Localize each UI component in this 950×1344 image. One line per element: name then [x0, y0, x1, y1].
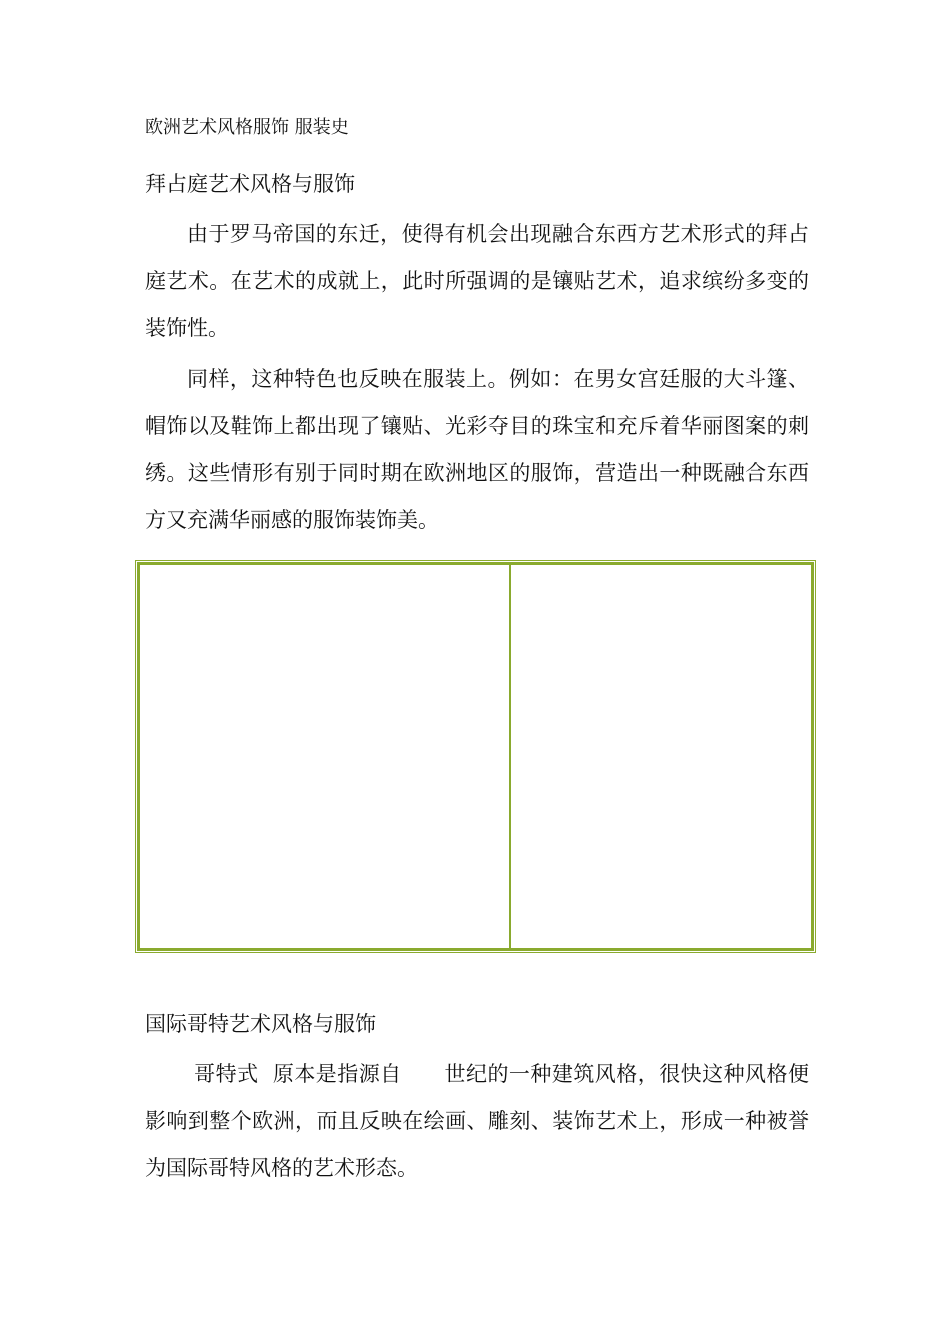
paragraph-gothic-1: 哥特式 原本是指源自 世纪的一种建筑风格，很快这种风格便影响到整个欧洲，而且反映在绘画、雕刻、装饰艺术上，形成一种被誉为国际哥特风格的艺术形态。 — [145, 1062, 809, 1180]
section-heading-gothic: 国际哥特艺术风格与服饰 — [145, 1012, 376, 1036]
image-cell-right — [511, 563, 813, 950]
document-header: 欧洲艺术风格服饰 服装史 — [145, 117, 349, 138]
paragraph-byzantine-1: 由于罗马帝国的东迁，使得有机会出现融合东西方艺术形式的拜占庭艺术。在艺术的成就上，此时所强调的是镶贴艺术，追求缤纷多变的装饰性。 — [145, 222, 809, 340]
image-table — [135, 560, 816, 953]
paragraph-byzantine-2: 同样，这种特色也反映在服装上。例如：在男女宫廷服的大斗篷、帽饰以及鞋饰上都出现了镶贴、光彩夺目的珠宝和充斥着华丽图案的刺绣。这些情形有别于同时期在欧洲地区的服饰，营造出一种既融合东西方又充满华丽感的服饰装饰美。 — [145, 367, 809, 532]
section-heading-byzantine: 拜占庭艺术风格与服饰 — [145, 172, 355, 196]
image-cell-left — [138, 563, 511, 950]
